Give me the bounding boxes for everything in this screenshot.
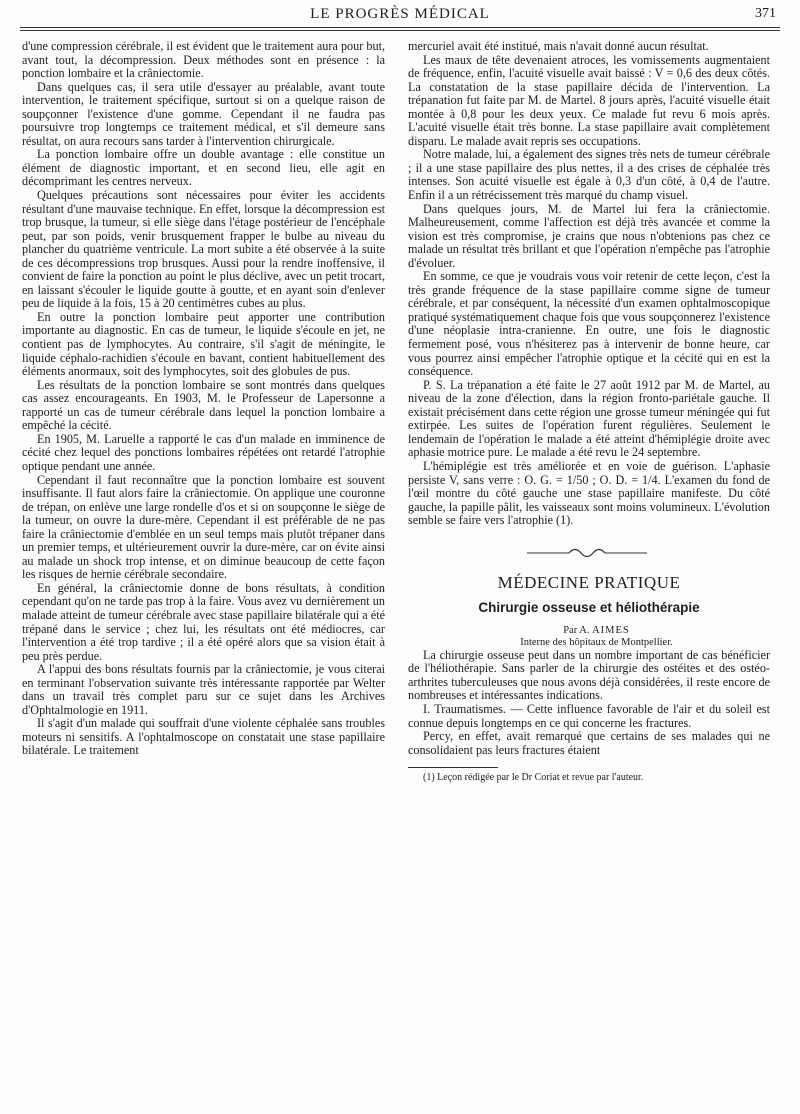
paragraph: Dans quelques jours, M. de Martel lui fera la crâniectomie. Malheureusement, comme l'affection est déjà très avancée et comme la vision est très compromise, je crains que nous n'obtenions pas chez ce malade un résultat très brillant et que l'opération n'empêche pas l'atrophie d'évoluer.: [408, 201, 770, 270]
paragraph: Cependant il faut reconnaître que la ponction lombaire est souvent insuffisante. Il faut alors faire la crâniectomie. On applique une couronne de trépan, on enlève une large rondelle d'os et si on soupçonne le siège de la tumeur, on ouvre la dure-mère. Cependant il est préférable de ne pas faire la crâniectomie d'emblée en un seul temps mais plutôt trépaner dans un premier temps, et ultérieurement ouvrir la dure-mère, car on évite ainsi au malade un shock trop intense, et on diminue beaucoup de cette façon les risques de hernie cérébrale secondaire.: [22, 472, 385, 582]
author-affiliation: Interne des hôpitaux de Montpellier.: [520, 636, 673, 648]
article-title: Chirurgie osseuse et héliothérapie: [478, 600, 700, 616]
author-name: AIMES: [592, 624, 630, 636]
paragraph: Il s'agit d'un malade qui souffrait d'une violente céphalée sans troubles moteurs ni sensitifs. A l'ophtalmoscope on constatait une stase papillaire bilatérale. Le traitement: [22, 716, 385, 758]
section-ornament: [408, 536, 770, 570]
left-column: [22, 40, 385, 758]
paragraph: mercuriel avait été institué, mais n'avait donné aucun résultat.: [408, 39, 709, 53]
paragraph: En 1905, M. Laruelle a rapporté le cas d'un malade en imminence de cécité chez lequel des ponctions lombaires répétées ont retardé l'atrophie optique pendant une année.: [22, 431, 385, 473]
paragraph: Les résultats de la ponction lombaire se sont montrés dans quelques cas assez encourageants. En 1903, M. le Professeur de Lapersonne a rapporté un cas de tumeur cérébrale dans lequel la ponction lombaire a empêché la cécité.: [22, 377, 385, 433]
paragraph: A l'appui des bons résultats fournis par la crâniectomie, je vous citerai en terminant l'observation suivante très intéressante rapportée par Welter dans un travail très complet paru sur ce sujet dans les Archives d'Ophtalmologie en 1911.: [22, 662, 385, 717]
paragraph: La ponction lombaire offre un double avantage : elle constitue un élément de diagnostic important, et en second lieu, elle agit en décomprimant les centres nerveux.: [22, 147, 385, 189]
right-column: [408, 40, 770, 784]
section-heading: MÉDECINE PRATIQUE: [497, 572, 681, 592]
paragraph: Notre malade, lui, a également des signes très nets de tumeur cérébrale ; il a une stase papillaire des plus nettes, il a des crises de céphalée très intenses. Son acuité visuelle est égale à 0,3 d'un côté, à 0,4 de l'autre. Enfin il a un rétrécissement très marqué du champ visuel.: [408, 147, 770, 203]
paragraph: Quelques précautions sont nécessaires pour éviter les accidents résultant d'une mauvaise technique. En effet, lorsque la décompression est trop brusque, la tumeur, si elle siège dans l'étage postérieur de l'encéphale peut, par son poids, venir brusquement frapper le bulbe au niveau du plancher du quatrième ventricule. La mort subite a été observée à la suite de ces décompressions trop brusques. Aussi pour la rendre inoffensive, il convient de faire la ponction au point le plus déclive, avec un petit trocart, en laissant s'écouler le liquide goutte à goutte, et en ayant soin d'enlever peu de liquide à la fois, 15 à 20 centimètres cubes au plus.: [22, 188, 385, 311]
byline: [408, 625, 770, 637]
paragraph: Percy, en effet, avait remarqué que certains de ses malades qui ne consolidaient pas leurs fractures étaient: [408, 729, 770, 757]
paragraph: I. Traumatismes. — Cette influence favorable de l'air et du soleil est connue depuis longtemps en ce qui concerne les fractures.: [408, 701, 770, 730]
paragraph: En général, la crâniectomie donne de bons résultats, à condition cependant qu'on ne tarde pas trop à la faire. Vous avez vu dernièrement un malade atteint de tumeur cérébrale avec stase papillaire bilatérale qui a été trépané dans le service ; chez lui, les résultats ont été médiocres, car l'intervention a été trop tardive ; il a été opéré alors que sa vision était à peu près perdue.: [22, 580, 385, 663]
paragraph: En outre la ponction lombaire peut apporter une contribution importante au diagnostic. En cas de tumeur, le liquide s'écoule en jet, ne contient pas de lymphocytes. Au contraire, s'il s'agit de méningite, le liquide céphalo-rachidien s'écoule en bavant, contient habituellement des éléments anormaux, soit des lymphocytes, soit des globules de pus.: [22, 309, 385, 379]
byline-prefix: Par A.: [563, 624, 590, 636]
paragraph: La chirurgie osseuse peut dans un nombre important de cas bénéficier de l'héliothérapie. Sans parler de la chirurgie des ostéites et des ostéo-arthrites tuberculeuses que nous avons déjà considérées, il reste encore de nombreuses et intéressantes indications.: [408, 647, 770, 703]
paragraph: En somme, ce que je voudrais vous voir retenir de cette leçon, c'est la très grande fréquence de la stase papillaire comme signe de tumeur cérébrale, et par conséquent, la nécessité d'un examen ophtalmoscopique pratiqué systématiquement chaque fois que vous soupçonnerez l'existence d'une néoplasie intra-cranienne. En outre, une fois le diagnostic fermement posé, vous n'hésiterez pas à intervenir de bonne heure, car vous pourrez ainsi empêcher l'atrophie optique et la cécité qui en est la conséquence.: [408, 269, 770, 379]
paragraph: Dans quelques cas, il sera utile d'essayer au préalable, avant toute intervention, le traitement spécifique, surtout si on a quelque raison de soupçonner l'existence d'une gomme. Cependant il ne faudra pas poursuivre trop longtemps ce traitement médical, et s'il demeure sans résultat, on aura recours sans tarder à l'intervention chirurgicale.: [22, 79, 385, 148]
header-rule-bottom: [20, 30, 780, 31]
paragraph: L'hémiplégie est très améliorée et en voie de guérison. L'aphasie persiste V, sans verre : O. G. = 1/50 ; O. D. = 1/4. L'examen du fond de l'œil montre du côté gauche une stase papillaire manifeste. Du côté gauche, la papille pâlit, les vaisseaux sont moins volumineux. L'évolution semble se faire vers l'atrophie (1).: [408, 458, 770, 528]
paragraph: P. S. La trépanation a été faite le 27 août 1912 par M. de Martel, au niveau de la zone d'élection, dans la région fronto-pariétale gauche. Il existait précisément dans cette région une grosse tumeur méningée qui fut extirpée. Les suites de l'opération furent régulières. Seulement le lendemain de l'opération le malade a été atteint d'hémiplégie droite avec aphasie motrice pure. Le malade a été revu le 24 septembre.: [408, 377, 770, 460]
running-header: [20, 4, 780, 26]
footnote-separator: [408, 767, 498, 768]
page-number: 371: [755, 6, 776, 21]
paragraph: d'une compression cérébrale, il est évident que le traitement aura pour but, avant tout, la décompression. Deux méthodes sont en présence : la ponction lombaire et la crâniectomie.: [22, 39, 385, 81]
footnote: (1) Leçon rédigée par le Dr Coriat et revue par l'auteur.: [423, 772, 644, 784]
ornament-rule-icon: [469, 536, 709, 570]
running-title: LE PROGRÈS MÉDICAL: [310, 6, 490, 22]
paragraph: Les maux de tête devenaient atroces, les vomissements augmentaient de fréquence, enfin, l'acuité visuelle avait baissé : V = 0,6 des deux côtés. La constatation de la stase papillaire décida de l'intervention. La trépanation fut faite par M. de Martel. 8 jours après, l'acuité visuelle était montée à 0,8 pour les deux yeux. Ce malade fut revu 6 mois après. L'acuité visuelle était très bonne. La stase papillaire avait complètement disparu. Le malade avait repris ses occupations.: [408, 52, 770, 148]
header-rule-top: [20, 27, 780, 28]
